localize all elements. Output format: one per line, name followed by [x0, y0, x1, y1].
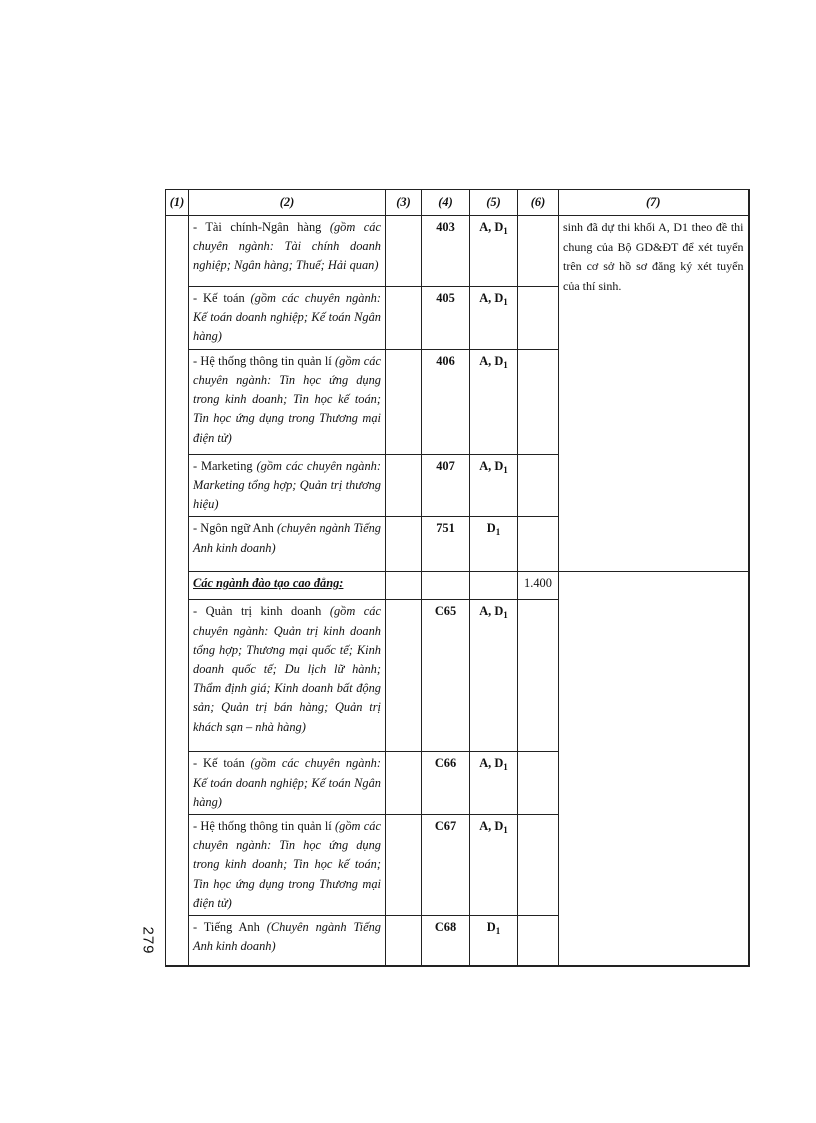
- program-code: 407: [422, 454, 470, 517]
- program-code: C67: [422, 814, 470, 915]
- program-code: 751: [422, 517, 470, 572]
- col-3-cell: [386, 287, 422, 350]
- program-specializations: (gồm các chuyên ngành: Quản trị kinh doanh tổng hợp; Thương mại quốc tế; Kinh doanh quốc tế; Du lịch lữ hành; Thẩm định giá; Kinh doanh bất động sản; Quản trị bán hàng; Quản trị khách sạn – nhà hàng): [193, 604, 381, 734]
- header-col-4: (4): [422, 190, 470, 216]
- program-specializations: (gồm các chuyên ngành: Tài chính doanh nghiệp; Ngân hàng; Thuế; Hải quan): [193, 220, 381, 273]
- program-cell: [189, 916, 386, 966]
- program-code: 406: [422, 349, 470, 454]
- program-cell: [189, 752, 386, 815]
- col-3-cell: [386, 600, 422, 752]
- program-name: - Tiếng Anh: [193, 920, 260, 935]
- quota-cell: [518, 600, 559, 752]
- exam-block: A, $D_1$: [470, 454, 518, 517]
- header-col-7: (7): [559, 190, 749, 216]
- program-specializations: (chuyên ngành Tiếng Anh kinh doanh): [193, 521, 381, 555]
- program-specializations: (gồm các chuyên ngành: Marketing tổng hợp; Quản trị thương hiệu): [193, 458, 381, 512]
- exam-block: $D_1$: [470, 916, 518, 966]
- col-3-cell: [386, 916, 422, 966]
- exam-block: A, $D_1$: [470, 349, 518, 454]
- quota-cell: [518, 216, 559, 287]
- admissions-table: [165, 189, 750, 967]
- program-specializations: (Chuyên ngành Tiếng Anh kinh doanh): [193, 920, 381, 954]
- col-3-cell: [386, 814, 422, 915]
- program-name: - Tài chính-Ngân hàng: [193, 220, 322, 234]
- blank-col-1: [166, 216, 189, 966]
- header-col-5: (5): [470, 190, 518, 216]
- header-col-1: (1): [166, 190, 189, 216]
- program-cell: [189, 216, 386, 287]
- col-3-cell: [386, 517, 422, 572]
- table-row: [166, 216, 749, 287]
- section-quota: 1.400: [518, 572, 559, 600]
- program-name: - Quản trị kinh doanh: [193, 604, 322, 619]
- program-cell: [189, 454, 386, 517]
- program-specializations: (gồm các chuyên ngành: Kế toán doanh nghiệp; Kế toán Ngân hàng): [193, 756, 381, 809]
- exam-block: A, $D_1$: [470, 814, 518, 915]
- col-4-cell: [422, 572, 470, 600]
- col-3-cell: [386, 572, 422, 600]
- quota-cell: [518, 814, 559, 915]
- program-name: - Marketing: [193, 458, 253, 473]
- section-row: [166, 572, 749, 600]
- program-code: C65: [422, 600, 470, 752]
- program-specializations: (gồm các chuyên ngành: Tin học ứng dụng trong kinh doanh; Tin học kế toán; Tin học ứng dụng trong Thương mại điện tử): [193, 353, 381, 445]
- program-cell: [189, 814, 386, 915]
- quota-cell: [518, 349, 559, 454]
- quota-cell: [518, 517, 559, 572]
- header-col-3: (3): [386, 190, 422, 216]
- program-name: - Hệ thống thông tin quản lí: [193, 818, 332, 833]
- exam-block: A, $D_1$: [470, 752, 518, 815]
- program-code: 405: [422, 287, 470, 350]
- header-row: [166, 190, 749, 216]
- col-5-cell: [470, 572, 518, 600]
- program-cell: [189, 600, 386, 752]
- admission-note: sinh đã dự thi khối A, D1 theo đề thi chung của Bộ GD&ĐT để xét tuyển trên cơ sở hồ sơ đăng ký xét tuyển của thí sinh.: [559, 216, 749, 572]
- col-3-cell: [386, 454, 422, 517]
- program-code: C66: [422, 752, 470, 815]
- header-col-6: (6): [518, 190, 559, 216]
- program-name: - Hệ thống thông tin quản lí: [193, 353, 332, 368]
- header-col-2: (2): [189, 190, 386, 216]
- quota-cell: [518, 454, 559, 517]
- program-name: - Kế toán: [193, 756, 245, 771]
- col-3-cell: [386, 752, 422, 815]
- program-name: - Ngôn ngữ Anh: [193, 521, 274, 536]
- program-code: 403: [422, 216, 470, 287]
- section-heading: Các ngành đào tạo cao đẳng:: [189, 572, 386, 600]
- quota-cell: [518, 752, 559, 815]
- col-3-cell: [386, 349, 422, 454]
- program-cell: [189, 517, 386, 572]
- exam-block: A, $D_1$: [470, 287, 518, 350]
- program-name: - Kế toán: [193, 291, 245, 305]
- quota-cell: [518, 287, 559, 350]
- program-cell: [189, 287, 386, 350]
- program-code: C68: [422, 916, 470, 966]
- exam-block: $D_1$: [470, 517, 518, 572]
- note-continuation: [559, 572, 749, 966]
- col-3-cell: [386, 216, 422, 287]
- program-specializations: (gồm các chuyên ngành: Kế toán doanh nghiệp; Kế toán Ngân hàng): [193, 291, 381, 344]
- program-specializations: (gồm các chuyên ngành: Tin học ứng dụng trong kinh doanh; Tin học kế toán; Tin học ứng dụng trong Thương mại điện tử): [193, 818, 381, 910]
- page-number: 279: [139, 925, 157, 955]
- quota-cell: [518, 916, 559, 966]
- program-cell: [189, 349, 386, 454]
- exam-block: A, $D_1$: [470, 600, 518, 752]
- exam-block: A, $D_1$: [470, 216, 518, 287]
